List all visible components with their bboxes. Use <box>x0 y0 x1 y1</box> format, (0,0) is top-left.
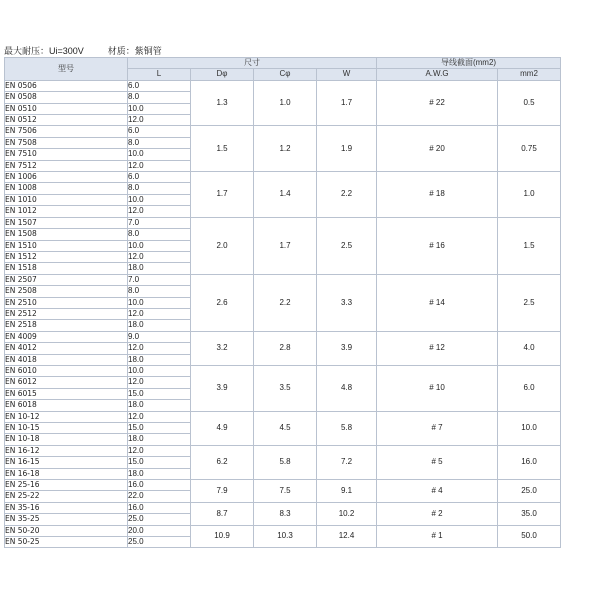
length-cell: 18.0 <box>128 263 191 274</box>
diameter-c-cell: 2.2 <box>254 274 317 331</box>
diameter-d-cell: 2.0 <box>191 217 254 274</box>
length-cell: 18.0 <box>128 468 191 479</box>
diameter-d-cell: 3.2 <box>191 331 254 365</box>
model-cell: EN 0506 <box>5 80 128 91</box>
length-cell: 6.0 <box>128 172 191 183</box>
model-cell: EN 0512 <box>5 115 128 126</box>
width-cell: 2.5 <box>317 217 377 274</box>
diameter-d-cell: 7.9 <box>191 480 254 503</box>
mm2-cell: 35.0 <box>498 502 561 525</box>
mm2-cell: 16.0 <box>498 445 561 479</box>
model-cell: EN 4018 <box>5 354 128 365</box>
header-model: 型号 <box>5 58 128 81</box>
diameter-d-cell: 1.7 <box>191 172 254 218</box>
mm2-cell: 50.0 <box>498 525 561 548</box>
length-cell: 8.0 <box>128 229 191 240</box>
width-cell: 1.9 <box>317 126 377 172</box>
model-cell: EN 35-25 <box>5 514 128 525</box>
diameter-c-cell: 7.5 <box>254 480 317 503</box>
header-size-group: 尺寸 <box>128 58 377 69</box>
model-cell: EN 16-12 <box>5 445 128 456</box>
width-cell: 12.4 <box>317 525 377 548</box>
diameter-d-cell: 10.9 <box>191 525 254 548</box>
length-cell: 12.0 <box>128 160 191 171</box>
length-cell: 12.0 <box>128 377 191 388</box>
model-cell: EN 1010 <box>5 194 128 205</box>
length-cell: 7.0 <box>128 217 191 228</box>
model-cell: EN 4009 <box>5 331 128 342</box>
model-cell: EN 7508 <box>5 137 128 148</box>
diameter-c-cell: 1.7 <box>254 217 317 274</box>
mm2-cell: 2.5 <box>498 274 561 331</box>
model-cell: EN 10-12 <box>5 411 128 422</box>
model-cell: EN 6012 <box>5 377 128 388</box>
length-cell: 8.0 <box>128 286 191 297</box>
diameter-c-cell: 4.5 <box>254 411 317 445</box>
model-cell: EN 7512 <box>5 160 128 171</box>
mm2-cell: 1.0 <box>498 172 561 218</box>
diameter-d-cell: 4.9 <box>191 411 254 445</box>
model-cell: EN 1507 <box>5 217 128 228</box>
header-wire-group: 导线截面(mm2) <box>377 58 561 69</box>
length-cell: 12.0 <box>128 411 191 422</box>
model-cell: EN 1518 <box>5 263 128 274</box>
model-cell: EN 25-22 <box>5 491 128 502</box>
diameter-c-cell: 1.0 <box>254 80 317 126</box>
awg-cell: # 18 <box>377 172 498 218</box>
material-label: 材质：紫铜管 <box>107 46 162 56</box>
model-cell: EN 6018 <box>5 400 128 411</box>
length-cell: 7.0 <box>128 274 191 285</box>
table-row <box>5 365 561 376</box>
header-dphi: Dφ <box>191 69 254 80</box>
model-cell: EN 6015 <box>5 388 128 399</box>
width-cell: 4.8 <box>317 365 377 411</box>
length-cell: 15.0 <box>128 423 191 434</box>
header-mm2: mm2 <box>498 69 561 80</box>
model-cell: EN 1510 <box>5 240 128 251</box>
awg-cell: # 1 <box>377 525 498 548</box>
length-cell: 25.0 <box>128 514 191 525</box>
length-cell: 10.0 <box>128 194 191 205</box>
length-cell: 10.0 <box>128 297 191 308</box>
awg-cell: # 7 <box>377 411 498 445</box>
width-cell: 3.3 <box>317 274 377 331</box>
length-cell: 15.0 <box>128 388 191 399</box>
length-cell: 12.0 <box>128 251 191 262</box>
model-cell: EN 35-16 <box>5 502 128 513</box>
width-cell: 5.8 <box>317 411 377 445</box>
length-cell: 8.0 <box>128 137 191 148</box>
table-row <box>5 502 561 513</box>
table-row <box>5 331 561 342</box>
length-cell: 18.0 <box>128 320 191 331</box>
width-cell: 9.1 <box>317 480 377 503</box>
model-cell: EN 1008 <box>5 183 128 194</box>
model-cell: EN 10-15 <box>5 423 128 434</box>
mm2-cell: 25.0 <box>498 480 561 503</box>
table-row <box>5 217 561 228</box>
model-cell: EN 2510 <box>5 297 128 308</box>
length-cell: 16.0 <box>128 502 191 513</box>
length-cell: 25.0 <box>128 537 191 548</box>
diameter-c-cell: 3.5 <box>254 365 317 411</box>
length-cell: 12.0 <box>128 343 191 354</box>
diameter-d-cell: 3.9 <box>191 365 254 411</box>
table-row <box>5 480 561 491</box>
width-cell: 3.9 <box>317 331 377 365</box>
awg-cell: # 16 <box>377 217 498 274</box>
table-row <box>5 274 561 285</box>
mm2-cell: 10.0 <box>498 411 561 445</box>
model-cell: EN 10-18 <box>5 434 128 445</box>
diameter-d-cell: 8.7 <box>191 502 254 525</box>
mm2-cell: 0.75 <box>498 126 561 172</box>
table-row <box>5 126 561 137</box>
awg-cell: # 10 <box>377 365 498 411</box>
length-cell: 10.0 <box>128 365 191 376</box>
length-cell: 22.0 <box>128 491 191 502</box>
model-cell: EN 25-16 <box>5 480 128 491</box>
length-cell: 6.0 <box>128 126 191 137</box>
header-w: W <box>317 69 377 80</box>
model-cell: EN 1006 <box>5 172 128 183</box>
model-cell: EN 2507 <box>5 274 128 285</box>
awg-cell: # 20 <box>377 126 498 172</box>
length-cell: 18.0 <box>128 400 191 411</box>
model-cell: EN 7506 <box>5 126 128 137</box>
table-row <box>5 411 561 422</box>
length-cell: 8.0 <box>128 183 191 194</box>
awg-cell: # 5 <box>377 445 498 479</box>
header-cphi: Cφ <box>254 69 317 80</box>
mm2-cell: 4.0 <box>498 331 561 365</box>
length-cell: 12.0 <box>128 206 191 217</box>
length-cell: 12.0 <box>128 308 191 319</box>
table-row <box>5 525 561 536</box>
length-cell: 8.0 <box>128 92 191 103</box>
spec-caption <box>4 44 168 57</box>
awg-cell: # 4 <box>377 480 498 503</box>
model-cell: EN 0510 <box>5 103 128 114</box>
header-awg: A.W.G <box>377 69 498 80</box>
mm2-cell: 6.0 <box>498 365 561 411</box>
diameter-c-cell: 10.3 <box>254 525 317 548</box>
voltage-rating: 最大耐压：Ui=300V <box>4 46 84 56</box>
length-cell: 16.0 <box>128 480 191 491</box>
model-cell: EN 1012 <box>5 206 128 217</box>
length-cell: 6.0 <box>128 80 191 91</box>
length-cell: 12.0 <box>128 115 191 126</box>
awg-cell: # 2 <box>377 502 498 525</box>
length-cell: 20.0 <box>128 525 191 536</box>
diameter-d-cell: 2.6 <box>191 274 254 331</box>
spec-table-body <box>5 80 561 548</box>
diameter-c-cell: 2.8 <box>254 331 317 365</box>
mm2-cell: 1.5 <box>498 217 561 274</box>
awg-cell: # 22 <box>377 80 498 126</box>
model-cell: EN 16-18 <box>5 468 128 479</box>
model-cell: EN 2512 <box>5 308 128 319</box>
length-cell: 18.0 <box>128 354 191 365</box>
diameter-d-cell: 1.5 <box>191 126 254 172</box>
diameter-c-cell: 1.4 <box>254 172 317 218</box>
model-cell: EN 1508 <box>5 229 128 240</box>
width-cell: 1.7 <box>317 80 377 126</box>
width-cell: 2.2 <box>317 172 377 218</box>
width-cell: 7.2 <box>317 445 377 479</box>
diameter-c-cell: 1.2 <box>254 126 317 172</box>
length-cell: 12.0 <box>128 445 191 456</box>
length-cell: 9.0 <box>128 331 191 342</box>
diameter-d-cell: 6.2 <box>191 445 254 479</box>
length-cell: 10.0 <box>128 103 191 114</box>
width-cell: 10.2 <box>317 502 377 525</box>
model-cell: EN 2508 <box>5 286 128 297</box>
length-cell: 10.0 <box>128 149 191 160</box>
table-row <box>5 445 561 456</box>
header-L: L <box>128 69 191 80</box>
model-cell: EN 0508 <box>5 92 128 103</box>
length-cell: 18.0 <box>128 434 191 445</box>
model-cell: EN 50-25 <box>5 537 128 548</box>
awg-cell: # 14 <box>377 274 498 331</box>
spec-table <box>4 57 561 548</box>
awg-cell: # 12 <box>377 331 498 365</box>
diameter-c-cell: 8.3 <box>254 502 317 525</box>
model-cell: EN 50-20 <box>5 525 128 536</box>
model-cell: EN 7510 <box>5 149 128 160</box>
length-cell: 15.0 <box>128 457 191 468</box>
table-row <box>5 172 561 183</box>
model-cell: EN 6010 <box>5 365 128 376</box>
model-cell: EN 2518 <box>5 320 128 331</box>
mm2-cell: 0.5 <box>498 80 561 126</box>
table-row <box>5 80 561 91</box>
model-cell: EN 16-15 <box>5 457 128 468</box>
diameter-c-cell: 5.8 <box>254 445 317 479</box>
length-cell: 10.0 <box>128 240 191 251</box>
model-cell: EN 4012 <box>5 343 128 354</box>
model-cell: EN 1512 <box>5 251 128 262</box>
diameter-d-cell: 1.3 <box>191 80 254 126</box>
